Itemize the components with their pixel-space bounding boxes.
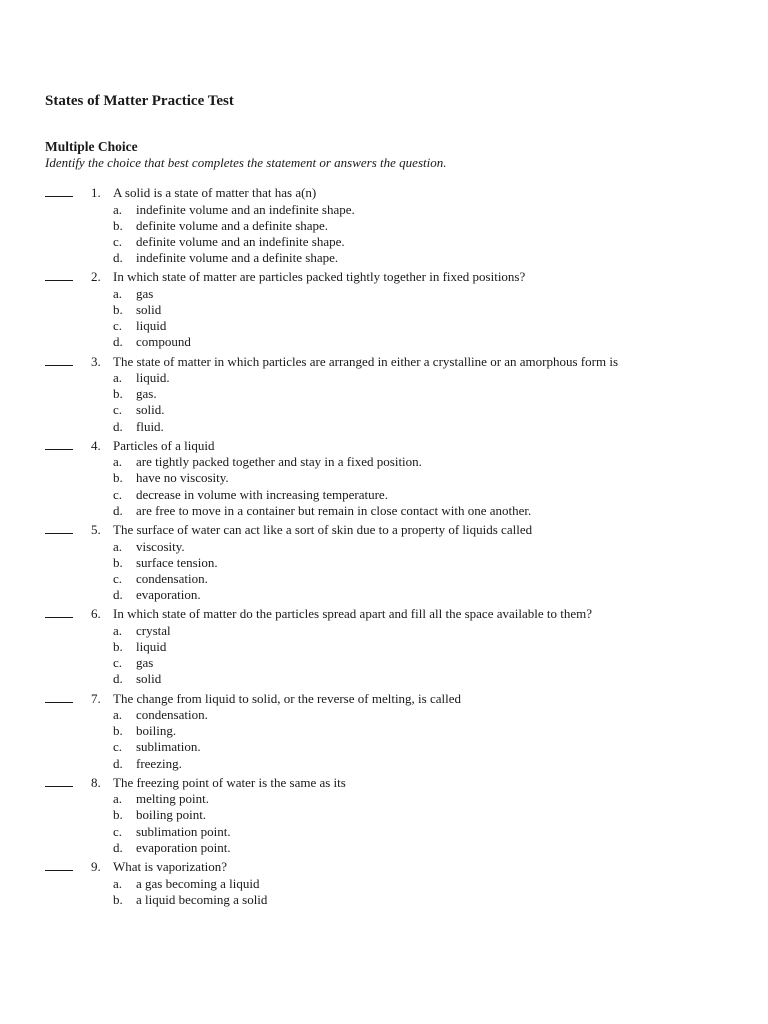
choice-text: solid xyxy=(136,301,162,317)
answer-choice xyxy=(45,334,745,350)
question-item xyxy=(45,354,745,435)
choice-letter: d. xyxy=(113,502,123,518)
choice-letter: d. xyxy=(113,671,123,687)
choice-text: gas. xyxy=(136,386,157,402)
answer-choice xyxy=(45,218,745,234)
answer-blank[interactable] xyxy=(45,617,73,618)
answer-choice xyxy=(45,639,745,655)
choice-letter: a. xyxy=(113,201,123,217)
choice-letter: c. xyxy=(113,823,123,839)
question-text: What is vaporization? xyxy=(113,859,228,874)
choice-letter: b. xyxy=(113,807,123,823)
choice-text: boiling point. xyxy=(136,807,207,823)
answer-choice xyxy=(45,419,745,435)
answer-choice xyxy=(45,623,745,639)
answer-choice xyxy=(45,370,745,386)
choice-text: surface tension. xyxy=(136,554,218,570)
answer-choice xyxy=(45,756,745,772)
document-title: States of Matter Practice Test xyxy=(45,93,234,109)
section-instructions: Identify the choice that best completes the statement or answers the question. xyxy=(45,155,447,170)
answer-choice xyxy=(45,250,745,266)
choice-letter: a. xyxy=(113,285,123,301)
question-row xyxy=(45,775,745,792)
answer-blank[interactable] xyxy=(45,365,73,366)
choice-text: boiling. xyxy=(136,723,177,739)
question-list xyxy=(45,185,745,911)
question-row xyxy=(45,522,745,539)
choice-letter: b. xyxy=(113,638,123,654)
choice-text: gas xyxy=(136,655,154,671)
answer-blank[interactable] xyxy=(45,870,73,871)
question-number: 1. xyxy=(91,185,101,200)
choice-letter: c. xyxy=(113,233,123,249)
choice-text: melting point. xyxy=(136,791,209,807)
question-text: The change from liquid to solid, or the reverse of melting, is called xyxy=(113,690,462,706)
choice-text: are tightly packed together and stay in a fixed position. xyxy=(136,454,422,470)
question-number: 5. xyxy=(91,522,101,537)
answer-choice xyxy=(45,587,745,603)
answer-blank[interactable] xyxy=(45,196,73,197)
answer-choice xyxy=(45,487,745,503)
answer-choice xyxy=(45,539,745,555)
choice-text: condensation. xyxy=(136,570,208,586)
answer-choice xyxy=(45,386,745,402)
answer-choice xyxy=(45,202,745,218)
choice-text: indefinite volume and a definite shape. xyxy=(136,250,339,266)
question-item xyxy=(45,606,745,687)
choice-text: fluid. xyxy=(136,418,164,434)
choice-letter: c. xyxy=(113,402,123,418)
question-row xyxy=(45,185,745,202)
choice-text: evaporation point. xyxy=(136,839,231,855)
answer-choice xyxy=(45,876,745,892)
answer-blank[interactable] xyxy=(45,786,73,787)
question-item xyxy=(45,691,745,772)
answer-choice xyxy=(45,671,745,687)
answer-choice xyxy=(45,234,745,250)
question-number: 9. xyxy=(91,859,101,874)
choice-letter: d. xyxy=(113,250,123,266)
choice-letter: b. xyxy=(113,891,123,907)
choice-letter: c. xyxy=(113,486,123,502)
question-number: 7. xyxy=(91,690,101,706)
answer-choice xyxy=(45,318,745,334)
answer-blank[interactable] xyxy=(45,449,73,450)
choice-text: viscosity. xyxy=(136,538,185,554)
choice-letter: a. xyxy=(113,875,123,891)
choice-letter: a. xyxy=(113,622,123,638)
choice-text: definite volume and an indefinite shape. xyxy=(136,233,345,249)
choice-letter: a. xyxy=(113,707,123,722)
question-row xyxy=(45,606,745,623)
answer-choice xyxy=(45,470,745,486)
question-row xyxy=(45,269,745,286)
answer-choice xyxy=(45,807,745,823)
answer-blank[interactable] xyxy=(45,702,73,703)
choice-text: liquid xyxy=(136,318,167,334)
choice-text: condensation. xyxy=(136,707,208,722)
answer-choice xyxy=(45,302,745,318)
question-text: In which state of matter are particles packed tightly together in fixed positions? xyxy=(113,269,526,285)
choice-text: definite volume and a definite shape. xyxy=(136,217,329,233)
choice-letter: b. xyxy=(113,386,123,402)
section-heading: Multiple Choice xyxy=(45,139,138,154)
choice-text: liquid xyxy=(136,638,167,654)
question-item xyxy=(45,859,745,908)
question-item xyxy=(45,269,745,350)
answer-blank[interactable] xyxy=(45,280,73,281)
question-row xyxy=(45,691,745,708)
question-number: 4. xyxy=(91,437,101,453)
choice-letter: a. xyxy=(113,538,123,554)
question-number: 2. xyxy=(91,269,101,285)
choice-text: evaporation. xyxy=(136,587,201,603)
question-text: The surface of water can act like a sort of skin due to a property of liquids called xyxy=(113,522,533,537)
answer-blank[interactable] xyxy=(45,533,73,534)
choice-letter: a. xyxy=(113,370,123,385)
answer-choice xyxy=(45,503,745,519)
choice-text: a liquid becoming a solid xyxy=(136,891,268,907)
answer-choice xyxy=(45,402,745,418)
choice-text: indefinite volume and an indefinite shape. xyxy=(136,201,355,217)
answer-choice xyxy=(45,655,745,671)
question-text: Particles of a liquid xyxy=(113,437,215,453)
choice-text: solid xyxy=(136,671,162,687)
question-item xyxy=(45,522,745,603)
choice-letter: b. xyxy=(113,301,123,317)
question-item xyxy=(45,775,745,856)
question-row xyxy=(45,859,745,876)
question-row xyxy=(45,354,745,371)
choice-text: crystal xyxy=(136,622,171,638)
choice-text: have no viscosity. xyxy=(136,470,229,486)
answer-choice xyxy=(45,454,745,470)
choice-text: a gas becoming a liquid xyxy=(136,875,260,891)
answer-choice xyxy=(45,892,745,908)
choice-text: solid. xyxy=(136,402,165,418)
question-text: The freezing point of water is the same as its xyxy=(113,774,346,790)
choice-text: are free to move in a container but remain in close contact with one another. xyxy=(136,502,532,518)
answer-choice xyxy=(45,791,745,807)
choice-text: decrease in volume with increasing temperature. xyxy=(136,486,388,502)
answer-choice xyxy=(45,824,745,840)
question-number: 8. xyxy=(91,774,101,790)
choice-letter: c. xyxy=(113,570,123,586)
question-number: 3. xyxy=(91,353,101,369)
choice-letter: b. xyxy=(113,217,123,233)
question-text: The state of matter in which particles are arranged in either a crystalline or an amorphous form is xyxy=(113,353,619,369)
choice-letter: b. xyxy=(113,554,123,570)
answer-choice xyxy=(45,286,745,302)
question-text: In which state of matter do the particles spread apart and fill all the space available to them? xyxy=(113,606,593,622)
answer-choice xyxy=(45,571,745,587)
choice-letter: b. xyxy=(113,470,123,486)
answer-choice xyxy=(45,555,745,571)
choice-letter: a. xyxy=(113,791,123,807)
answer-choice xyxy=(45,840,745,856)
answer-choice xyxy=(45,707,745,723)
question-number: 6. xyxy=(91,606,101,622)
section-header xyxy=(45,138,745,170)
question-item xyxy=(45,185,745,266)
choice-letter: c. xyxy=(113,318,123,334)
choice-letter: d. xyxy=(113,418,123,434)
question-item xyxy=(45,438,745,519)
choice-letter: c. xyxy=(113,739,123,755)
choice-text: gas xyxy=(136,285,154,301)
question-row xyxy=(45,438,745,455)
choice-letter: d. xyxy=(113,587,123,603)
question-text: A solid is a state of matter that has a(n) xyxy=(113,185,317,200)
choice-text: sublimation. xyxy=(136,739,201,755)
choice-letter: d. xyxy=(113,334,123,350)
choice-text: freezing. xyxy=(136,755,182,771)
choice-letter: b. xyxy=(113,723,123,739)
answer-choice xyxy=(45,723,745,739)
choice-letter: d. xyxy=(113,839,123,855)
answer-choice xyxy=(45,739,745,755)
choice-text: liquid. xyxy=(136,370,170,385)
choice-letter: c. xyxy=(113,655,123,671)
choice-text: compound xyxy=(136,334,191,350)
choice-text: sublimation point. xyxy=(136,823,231,839)
choice-letter: d. xyxy=(113,755,123,771)
choice-letter: a. xyxy=(113,454,123,470)
